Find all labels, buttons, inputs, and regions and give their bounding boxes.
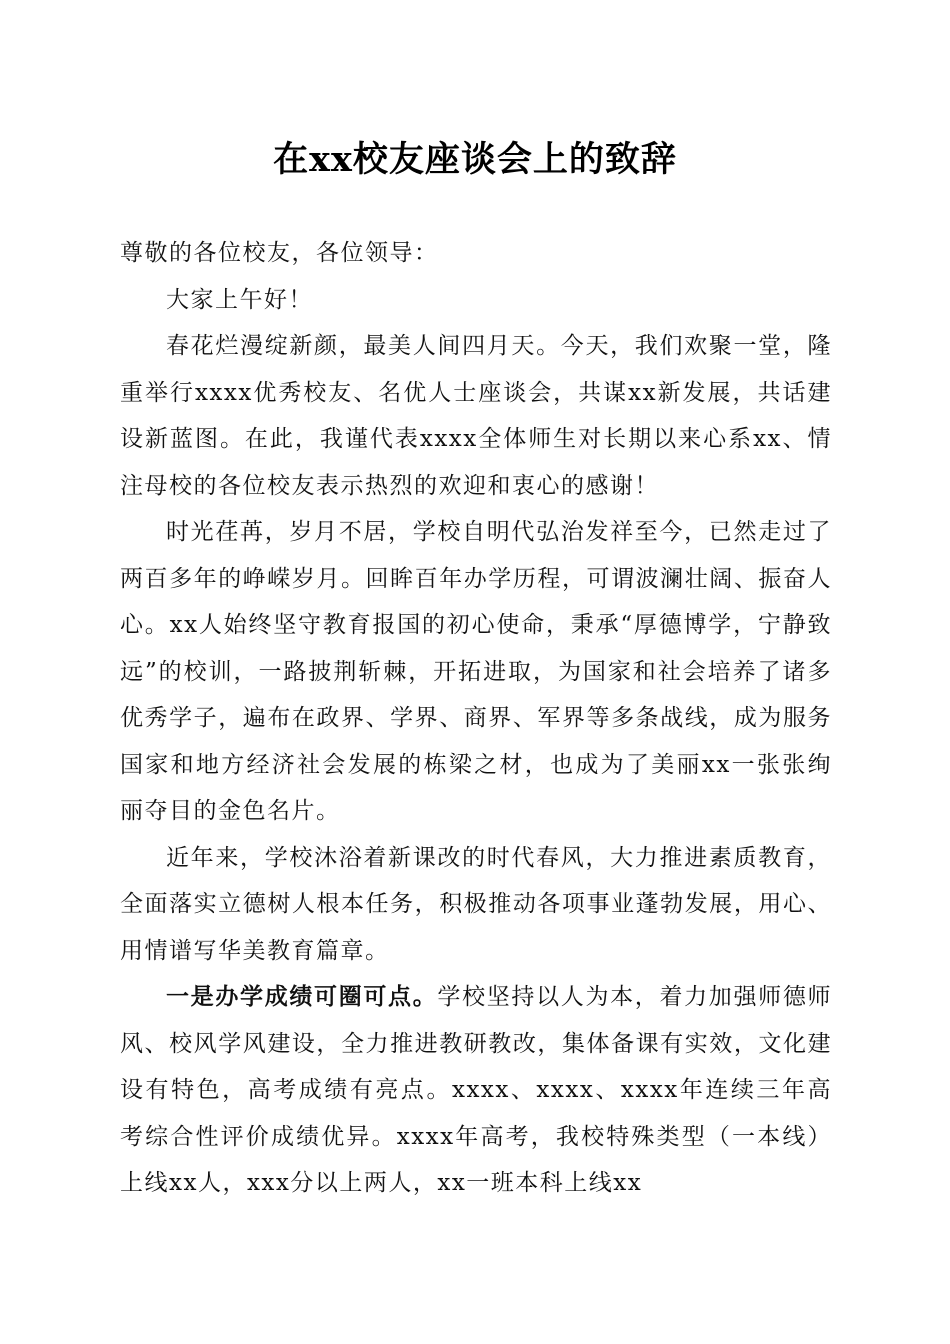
salutation: 尊敬的各位校友，各位领导： xyxy=(120,240,439,266)
document-body xyxy=(120,230,832,1207)
paragraph: 时光荏苒，岁月不居，学校自明代弘治发祥至今，已然走过了两百多年的峥嵘岁月。回眸百年办学历程，可谓波澜壮阔、振奋人心。xx人始终坚守教育报国的初心使命，秉承“厚德博学，宁静致远”的校训，一路披荆斩棘，开拓进取，为国家和社会培养了诸多优秀学子，遍布在政界、学界、商界、军界等多条战线，成为服务国家和地方经济社会发展的栋梁之材，也成为了美丽xx一张张绚丽夺目的金色名片。 xyxy=(120,519,832,824)
section-paragraph xyxy=(120,974,832,1207)
section-text: 学校坚持以人为本，着力加强师德师风、校风学风建设，全力推进教研教改，集体备课有实效，文化建设有特色，高考成绩有亮点。xxxx、xxxx、xxxx年连续三年高考综合性评价成绩优异。xxxx年高考，我校特殊类型（一本线）上线xx人，xxx分以上两人，xx一班本科上线xx xyxy=(120,984,833,1196)
document-title: 在xx校友座谈会上的致辞 xyxy=(273,139,677,180)
paragraph: 春花烂漫绽新颜，最美人间四月天。今天，我们欢聚一堂，隆重举行xxxx优秀校友、名优人士座谈会，共谋xx新发展，共话建设新蓝图。在此，我谨代表xxxx全体师生对长期以来心系xx、情注母校的各位校友表示热烈的欢迎和衷心的感谢！ xyxy=(120,333,832,499)
greeting: 大家上午好！ xyxy=(166,286,313,313)
paragraph: 近年来，学校沐浴着新课改的时代春风，大力推进素质教育，全面落实立德树人根本任务，积极推动各项事业蓬勃发展，用心、用情谱写华美教育篇章。 xyxy=(120,844,832,964)
section-heading: 一是办学成绩可圈可点。 xyxy=(166,983,438,1010)
